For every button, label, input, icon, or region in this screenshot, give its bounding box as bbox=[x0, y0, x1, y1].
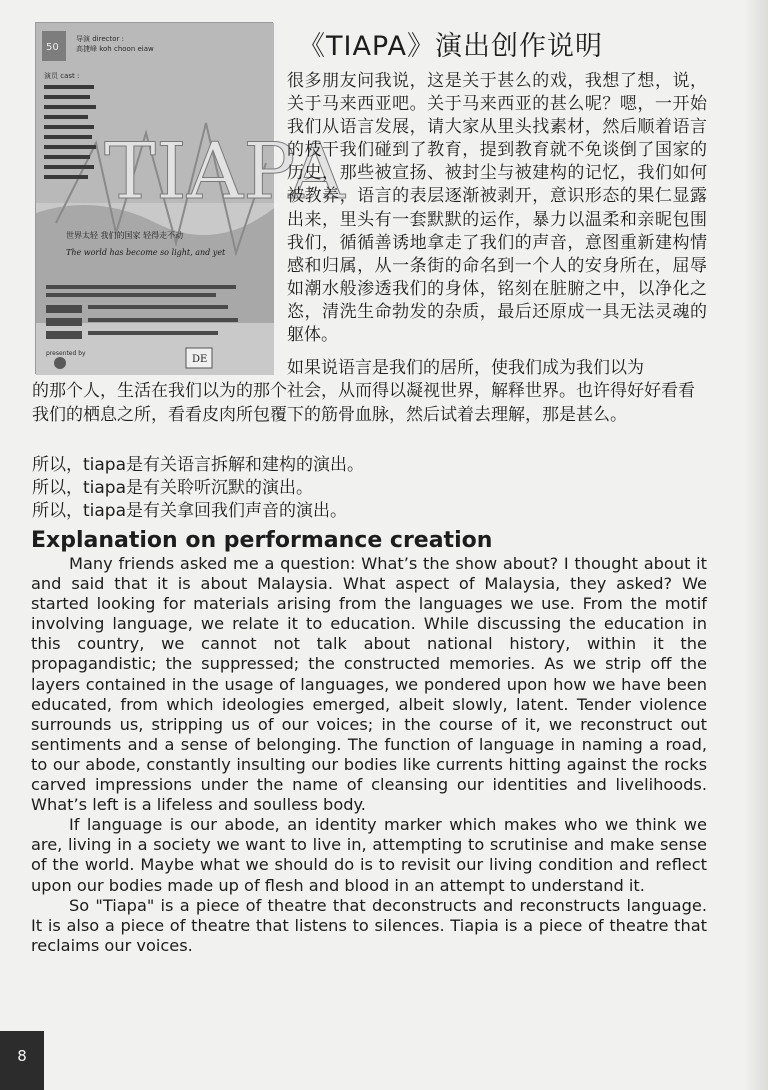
chinese-paragraph-2-start: 如果说语言是我们的居所，使我们成为我们以为 bbox=[287, 358, 644, 378]
poster-footer-logo: DE bbox=[192, 354, 208, 365]
poster-title-art: TIAPA bbox=[104, 127, 345, 217]
chinese-title: 《TIAPA》演出创作说明 bbox=[298, 31, 603, 62]
english-paragraph-2: If language is our abode, an identity marker which makes who we think we are, living in a society we want to live in, attempting to scrutinise and make sense of the world. Maybe what we should do is to revisit our living condition and reflect upon our bodies made up of flesh and blood in an attempt to understand it. bbox=[31, 815, 707, 895]
english-title: Explanation on performance creation bbox=[31, 528, 493, 553]
english-body bbox=[31, 554, 707, 956]
poster-artwork bbox=[36, 23, 345, 375]
english-paragraph-1: Many friends asked me a question: What’s the show about? I thought about it and said that it is about Malaysia. What aspect of Malaysia, they asked? We started looking for materials arising from the languages we use. From the motif involving language, we relate it to education. While discussing the education in this country, we cannot not talk about national history, within it the propagandistic; the suppressed; the constructed memories. As we strip off the layers contained in the usage of languages, we pondered upon how we have been educated, from which ideologies emerged, albeit slowly, latent. Tender violence surrounds us, stripping us of our voices; in the course of it, we reconstruct out sentiments and a sense of belonging. The function of language in naming a road, to our abode, constantly insulting our bodies like currents hitting against the rocks carved impressions under the name of cleansing our identities and livelihoods. What’s left is a lifeless and soulless body. bbox=[31, 554, 707, 815]
poster-director-label: 导演 director : bbox=[76, 35, 124, 43]
svg-text:50: 50 bbox=[46, 42, 59, 53]
chinese-paragraph-2-rest: 的那个人，生活在我们以为的那个社会，从而得以凝视世界，解释世界。也许得好好看看我们的栖息之所，看看皮肉所包覆下的筋骨血脉，然后试着去理解，那是甚么。 bbox=[32, 381, 695, 425]
english-paragraph-3: So "Tiapa" is a piece of theatre that deconstructs and reconstructs language. It is also a piece of theatre that listens to silences. Tiapia is a piece of theatre that reclaims our voices. bbox=[31, 895, 707, 955]
chinese-line-3: 所以，tiapa是有关拿回我们声音的演出。 bbox=[32, 501, 348, 521]
chinese-line-2: 所以，tiapa是有关聆听沉默的演出。 bbox=[32, 478, 314, 498]
poster-presented-label: presented by bbox=[46, 350, 86, 357]
chinese-paragraph-2 bbox=[32, 357, 708, 427]
tiapa-poster-image bbox=[35, 22, 345, 374]
page-edge-shadow bbox=[746, 0, 768, 1090]
poster-overlay-line: 世界太轻 我们的国家 轻得走不动 bbox=[66, 231, 184, 240]
chinese-line-1: 所以，tiapa是有关语言拆解和建构的演出。 bbox=[32, 455, 365, 475]
page-number: 8 bbox=[0, 1031, 44, 1090]
poster-tagline: The world has become so light, and yet bbox=[66, 248, 226, 257]
poster-director-name: 高捷峰 koh choon eiaw bbox=[76, 45, 154, 53]
poster-cast-label: 演员 cast : bbox=[44, 72, 80, 80]
chinese-paragraph-1: 很多朋友问我说，这是关于甚么的戏，我想了想，说，关于马来西亚吧。关于马来西亚的甚么呢？嗯，一开始我们从语言发展，请大家从里头找素材，然后顺着语言的枝干我们碰到了教育，提到教育就不免谈倒了国家的历史，那些被宣扬、被封尘与被建构的记忆，我们如何被教养，语言的表层逐渐被剥开，意识形态的果仁显露出来，里头有一套默默的运作，暴力以温柔和亲昵包围我们，循循善诱地拿走了我们的声音，意图重新建构情感和归属，从一条街的命名到一个人的安身所在，屈辱如潮水般渗透我们的身体，铭刻在脏腑之中，以净化之恣，清洗生命勃发的杂质，最后还原成一具无法灵魂的躯体。 bbox=[287, 71, 707, 346]
